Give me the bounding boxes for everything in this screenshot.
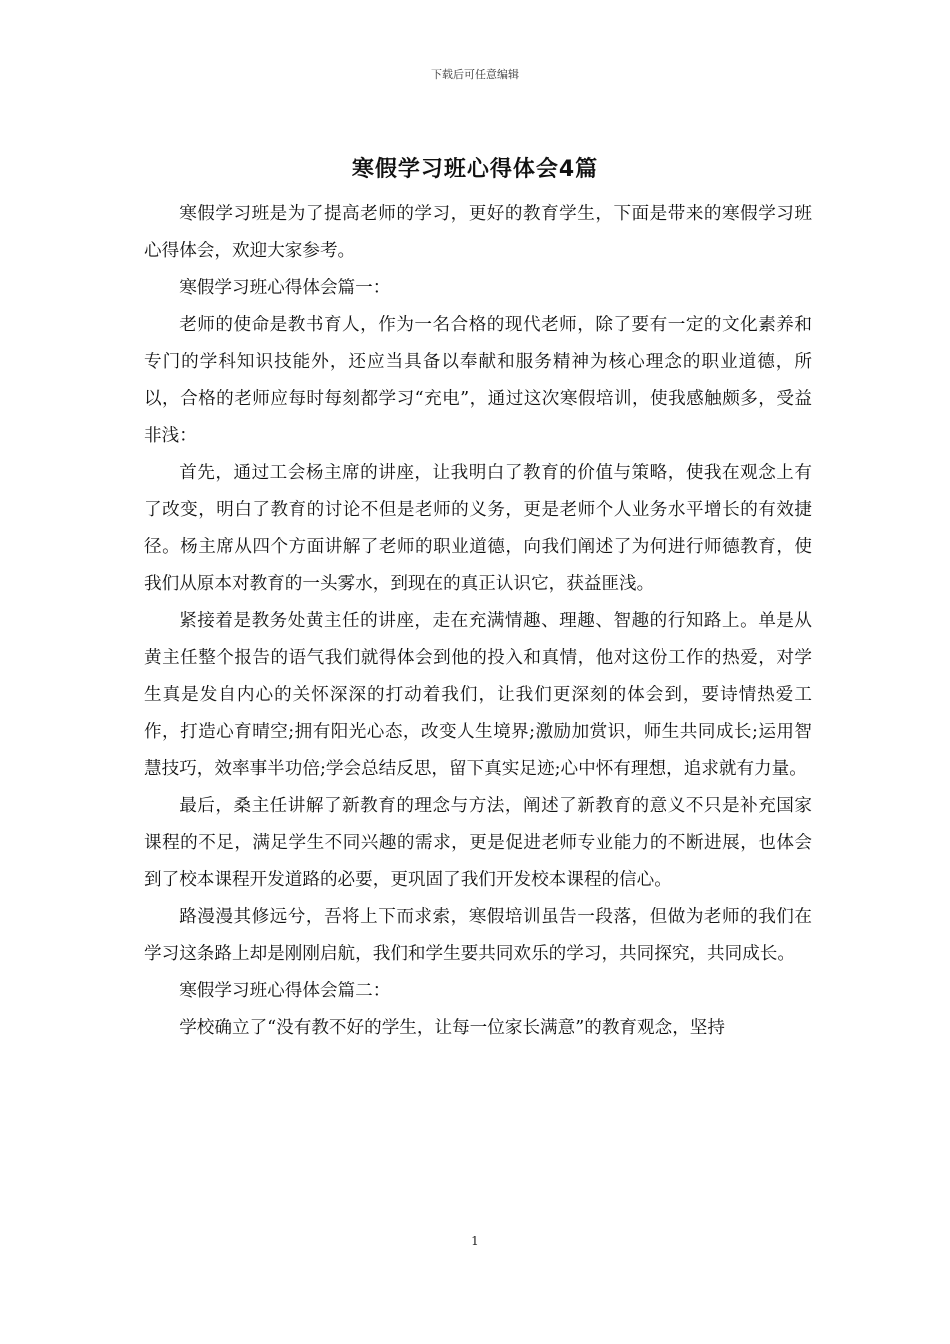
page-number: 1 (471, 1234, 479, 1248)
body-paragraph: 路漫漫其修远兮，吾将上下而求索，寒假培训虽告一段落，但做为老师的我们在学习这条路上却是刚刚启航，我们和学生要共同欢乐的学习，共同探究，共同成长。 (144, 907, 812, 964)
page-title: 寒假学习班心得体会4篇 (351, 157, 599, 182)
section-heading-part-one: 寒假学习班心得体会篇一： (179, 278, 391, 298)
body-paragraph: 最后，桑主任讲解了新教育的理念与方法，阐述了新教育的意义不只是补充国家课程的不足，满足学生不同兴趣的需求，更是促进老师专业能力的不断进展，也体会到了校本课程开发道路的必要，更巩固了我们开发校本课程的信心。 (144, 796, 812, 890)
intro-paragraph: 寒假学习班是为了提高老师的学习，更好的教育学生，下面是带来的寒假学习班心得体会，欢迎大家参考。 (144, 204, 812, 261)
body-paragraph: 学校确立了“没有教不好的学生，让每一位家长满意”的教育观念，坚持 (179, 1018, 725, 1038)
body-paragraph: 首先，通过工会杨主席的讲座，让我明白了教育的价值与策略，使我在观念上有了改变，明白了教育的讨论不但是老师的义务，更是老师个人业务水平增长的有效捷径。杨主席从四个方面讲解了老师的职业道德，向我们阐述了为何进行师德教育，使我们从原本对教育的一头雾水，到现在的真正认识它，获益匪浅。 (144, 463, 812, 594)
body-paragraph: 老师的使命是教书育人，作为一名合格的现代老师，除了要有一定的文化素养和专门的学科知识技能外，还应当具备以奉献和服务精神为核心理念的职业道德，所以，合格的老师应每时每刻都学习“充电”，通过这次寒假培训，使我感触颇多，受益非浅： (144, 315, 812, 446)
header-note: 下载后可任意编辑 (431, 68, 519, 81)
section-heading-part-two: 寒假学习班心得体会篇二： (179, 981, 391, 1001)
body-paragraph: 紧接着是教务处黄主任的讲座，走在充满情趣、理趣、智趣的行知路上。单是从黄主任整个报告的语气我们就得体会到他的投入和真情，他对这份工作的热爱，对学生真是发自内心的关怀深深的打动着我们，让我们更深刻的体会到，要诗情热爱工作，打造心育晴空;拥有阳光心态，改变人生境界;激励加赏识，师生共同成长;运用智慧技巧，效率事半功倍;学会总结反思，留下真实足迹;心中怀有理想，追求就有力量。 (144, 611, 812, 779)
document-body (144, 196, 812, 1047)
